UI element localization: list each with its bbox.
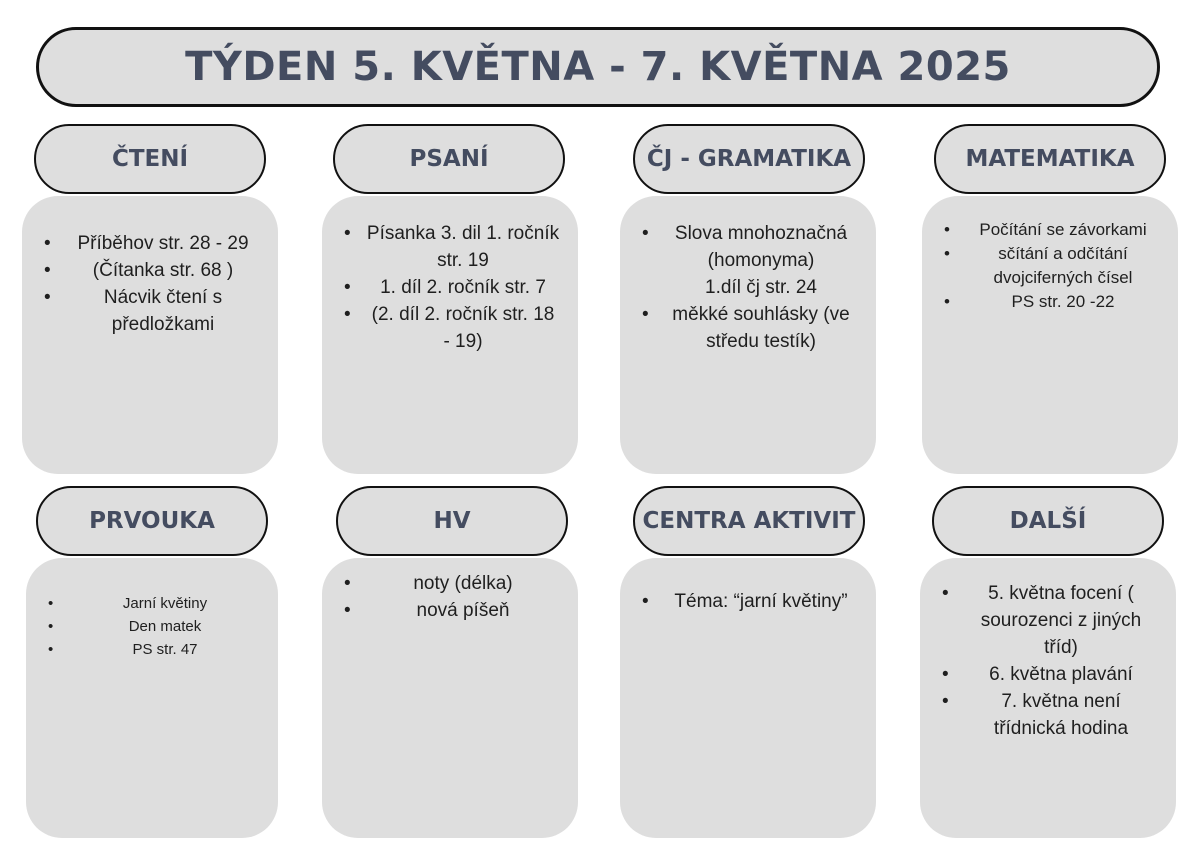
list-item: • Počítání se závorkami xyxy=(944,218,1160,242)
section-card-hv xyxy=(322,558,578,838)
section-header-dalsi xyxy=(932,486,1164,556)
list-item: • (2. díl 2. ročník str. 18 - 19) xyxy=(344,301,560,355)
list-item: • Den matek xyxy=(48,615,260,638)
list-item: • 1. díl 2. ročník str. 7 xyxy=(344,274,560,301)
section-header-cj-gramatika xyxy=(633,124,865,194)
list-item: • měkké souhlásky (ve středu testík) xyxy=(642,301,858,355)
list-item: • Téma: “jarní květiny” xyxy=(642,588,858,615)
section-heading: MATEMATIKA xyxy=(965,146,1135,172)
page-title: TÝDEN 5. KVĚTNA - 7. KVĚTNA 2025 xyxy=(185,44,1011,90)
list-item: • Slova mnohoznačná (homonyma) xyxy=(642,220,858,274)
section-header-psani xyxy=(333,124,565,194)
section-header-centra-aktivit xyxy=(633,486,865,556)
section-list xyxy=(322,570,578,624)
list-item: • Písanka 3. dil 1. ročník str. 19 xyxy=(344,220,560,274)
list-item: • 5. května focení ( sourozenci z jiných tříd) xyxy=(942,580,1158,661)
list-item: • Jarní květiny xyxy=(48,592,260,615)
section-heading: PRVOUKA xyxy=(89,508,215,534)
list-item: • noty (délka) xyxy=(344,570,560,597)
section-heading: ČJ - GRAMATIKA xyxy=(646,146,852,172)
page-title-banner xyxy=(36,27,1160,107)
section-card-psani xyxy=(322,196,578,474)
section-heading: ČTENÍ xyxy=(111,146,189,172)
section-list xyxy=(922,218,1178,314)
section-header-prvouka xyxy=(36,486,268,556)
list-item: • (Čítanka str. 68 ) xyxy=(44,257,260,284)
section-list xyxy=(322,220,578,355)
list-item: • nová píšeň xyxy=(344,597,560,624)
section-card-centra-aktivit xyxy=(620,558,876,838)
section-heading: DALŠÍ xyxy=(1009,508,1087,534)
section-heading: PSANÍ xyxy=(409,146,489,172)
section-heading: HV xyxy=(433,508,471,534)
section-header-cteni xyxy=(34,124,266,194)
list-item: • PS str. 47 xyxy=(48,638,260,661)
list-item: 1.díl čj str. 24 xyxy=(705,277,817,298)
list-item: • Příběhov str. 28 - 29 xyxy=(44,230,260,257)
section-header-hv xyxy=(336,486,568,556)
list-item: • 7. května není třídnická hodina xyxy=(942,688,1158,742)
list-item: • 6. května plavání xyxy=(942,661,1158,688)
section-list xyxy=(22,230,278,338)
section-card-cteni xyxy=(22,196,278,474)
section-card-prvouka xyxy=(26,558,278,838)
section-card-matematika xyxy=(922,196,1178,474)
section-card-cj-gramatika xyxy=(620,196,876,474)
section-header-matematika xyxy=(934,124,1166,194)
section-list xyxy=(920,580,1176,742)
section-list xyxy=(26,592,278,661)
list-item: • PS str. 20 -22 xyxy=(944,290,1160,314)
list-item: • Nácvik čtení s předložkami xyxy=(44,284,260,338)
section-list xyxy=(620,220,876,355)
section-heading: CENTRA AKTIVIT xyxy=(642,508,856,534)
list-item: • sčítání a odčítání dvojciferných čísel xyxy=(944,242,1160,290)
section-card-dalsi xyxy=(920,558,1176,838)
section-list xyxy=(620,588,876,615)
